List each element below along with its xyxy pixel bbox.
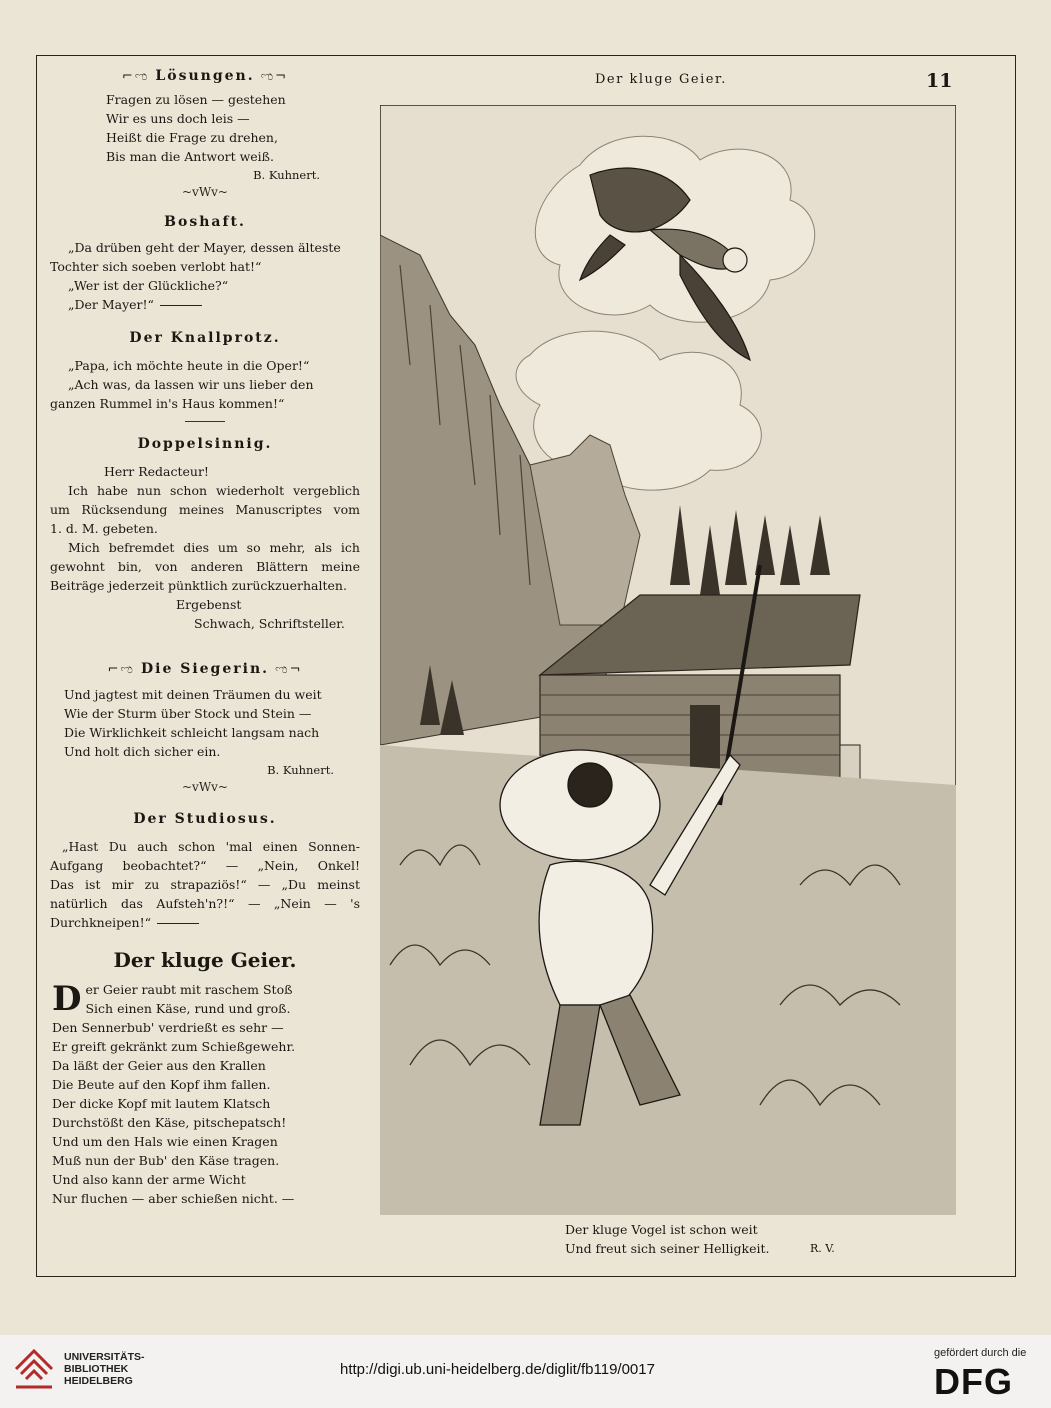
verse-line: Durchstößt den Käse, pitschepatsch! <box>52 1115 287 1130</box>
loesungen-verse <box>50 90 360 166</box>
studiosus-text <box>50 837 360 932</box>
illustration-caption <box>565 1220 770 1258</box>
siegerin-title: ⌐ಌ Die Siegerin. ಌ¬ <box>107 661 303 677</box>
verse-line: Nur fluchen — aber schießen nicht. — <box>52 1191 295 1206</box>
knallprotz-title: Der Knallprotz. <box>129 330 281 346</box>
verse-line: Wir es uns doch leis — <box>106 111 250 126</box>
verse-line: Den Sennerbub' verdrießt es sehr — <box>52 1020 284 1035</box>
ornament-icon: ⌐ಌ <box>107 662 141 677</box>
page-number: 11 <box>926 70 953 92</box>
illustration-header: Der kluge Geier. <box>595 72 727 87</box>
verse-line: Wie der Sturm über Stock und Stein — <box>64 706 312 721</box>
library-name-line: BIBLIOTHEK <box>64 1363 129 1375</box>
boshaft-title: Boshaft. <box>164 214 246 230</box>
verse-line: Er greift gekränkt zum Schießgewehr. <box>52 1039 296 1054</box>
caption-line: Und freut sich seiner Helligkeit. <box>565 1241 770 1256</box>
verse-line: Sich einen Käse, rund und groß. <box>85 1001 291 1016</box>
verse-line: Und jagtest mit deinen Träumen du weit <box>64 687 322 702</box>
text-line: Herr Redacteur! <box>104 464 209 479</box>
text-line: gewohnt bin, von anderen Blättern meine <box>50 559 360 574</box>
verse-line: Die Wirklichkeit schleicht langsam nach <box>64 725 320 740</box>
library-name-line: HEIDELBERG <box>64 1375 133 1387</box>
text-line: 1. d. M. gebeten. <box>50 521 158 536</box>
verse-line: Bis man die Antwort weiß. <box>106 149 274 164</box>
text-line: Mich befremdet dies um so mehr, als ich <box>68 540 360 555</box>
studiosus-title: Der Studiosus. <box>133 811 277 827</box>
digitization-url-link[interactable]: http://digi.ub.uni-heidelberg.de/diglit/fb119/0017 <box>340 1361 655 1378</box>
text-line: „Ach was, da lassen wir uns lieber den <box>68 377 314 392</box>
text-line: ganzen Rummel in's Haus kommen!“ <box>50 396 285 411</box>
library-name-line: UNIVERSITÄTS- <box>64 1351 145 1363</box>
ornament-icon: ಌ¬ <box>254 69 289 84</box>
text-line: „Papa, ich möchte heute in die Oper!“ <box>68 358 310 373</box>
doppelsinnig-text <box>50 462 360 633</box>
text-line: „Wer ist der Glückliche?“ <box>68 278 229 293</box>
verse-line: er Geier raubt mit raschem Stoß <box>85 982 293 997</box>
text-line: Durchkneipen!“ <box>50 913 360 932</box>
dfg-logo[interactable]: DFG <box>934 1361 1013 1402</box>
text-line: „Hast Du auch schon 'mal einen Sonnen- <box>62 839 360 854</box>
library-logo-icon[interactable] <box>12 1347 56 1391</box>
text-line: Tochter sich soeben verlobt hat!“ <box>50 259 262 274</box>
verse-line: Und um den Hals wie einen Kragen <box>52 1134 278 1149</box>
separator-rule <box>185 421 225 422</box>
loesungen-author: B. Kuhnert. <box>253 168 320 182</box>
knallprotz-text <box>50 356 360 413</box>
verse-line: Heißt die Frage zu drehen, <box>106 130 278 145</box>
left-column <box>50 68 360 1208</box>
siegerin-author: B. Kuhnert. <box>267 763 334 777</box>
verse-line: Fragen zu lösen — gestehen <box>106 92 286 107</box>
text-line: um Rücksendung meines Manuscriptes vom <box>50 502 360 517</box>
text-line: Ergebenst <box>176 597 242 612</box>
separator-squiggle: ~vWv~ <box>181 780 228 794</box>
separator-squiggle: ~vWv~ <box>181 185 228 199</box>
caption-author: R. V. <box>810 1242 835 1255</box>
footer-bar <box>0 1335 1051 1408</box>
dropcap-letter: D <box>52 979 82 1019</box>
verse-line: Der dicke Kopf mit lautem Klatsch <box>52 1096 271 1111</box>
doppelsinnig-title: Doppelsinnig. <box>137 436 273 452</box>
punchline-dash <box>157 923 199 924</box>
punchline-dash <box>160 305 202 306</box>
siegerin-verse <box>50 685 360 761</box>
ornament-icon: ⌐ಌ <box>121 69 156 84</box>
verse-line: Die Beute auf den Kopf ihm fallen. <box>52 1077 271 1092</box>
library-name[interactable] <box>64 1351 145 1387</box>
text-line: natürlich das Aufsteh'n?!“ — „Nein — 's <box>50 896 360 911</box>
ornament-icon: ಌ¬ <box>269 662 303 677</box>
verse-line: Muß nun der Bub' den Käse tragen. <box>52 1153 280 1168</box>
caption-line: Der kluge Vogel ist schon weit <box>565 1222 758 1237</box>
poem-verse <box>50 980 360 1208</box>
text-line: Beiträge jederzeit pünktlich zurückzuerhalten. <box>50 578 347 593</box>
illustration-vulture-and-herder <box>380 105 956 1215</box>
text-line: Ich habe nun schon wiederholt vergeblich <box>68 483 360 498</box>
boshaft-text <box>50 238 360 314</box>
text-line: Aufgang beobachtet?“ — „Nein, Onkel! <box>50 858 360 873</box>
text-line: Schwach, Schriftsteller. <box>194 616 345 631</box>
text-line: „Da drüben geht der Mayer, dessen älteste <box>68 240 341 255</box>
poem-title: Der kluge Geier. <box>113 948 297 972</box>
loesungen-title: ⌐ಌ Lösungen. ಌ¬ <box>121 68 289 84</box>
verse-line: Da läßt der Geier aus den Krallen <box>52 1058 266 1073</box>
text-line: „Der Mayer!“ <box>50 295 360 314</box>
verse-line: Und holt dich sicher ein. <box>64 744 221 759</box>
verse-line: Und also kann der arme Wicht <box>52 1172 246 1187</box>
text-line: Das ist mir zu strapaziös!“ — „Du meinst <box>50 877 360 892</box>
funding-note: gefördert durch die <box>934 1347 1027 1359</box>
